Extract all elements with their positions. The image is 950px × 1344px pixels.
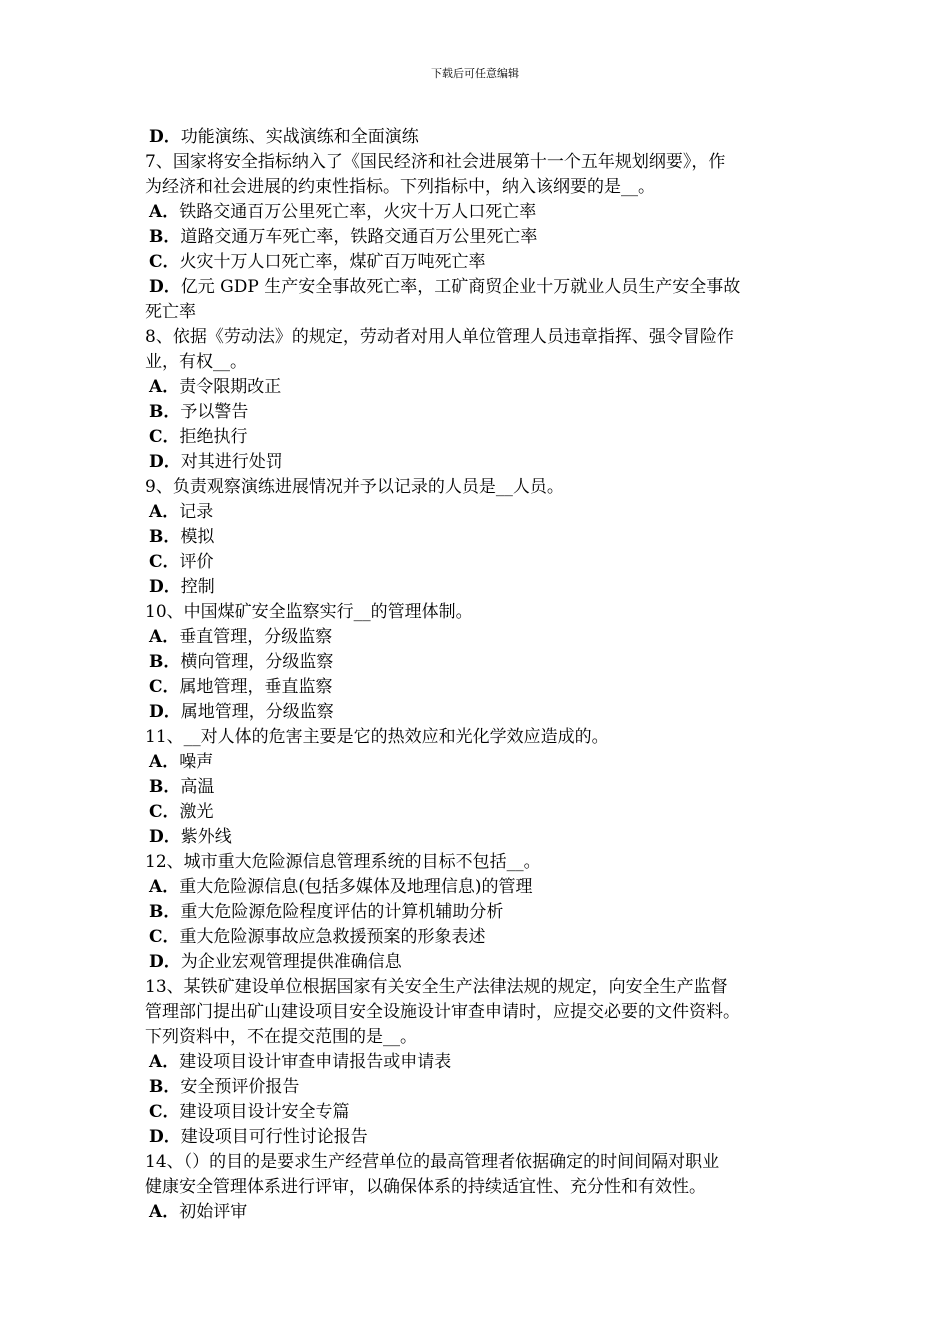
option-text: 建设项目设计安全专篇 xyxy=(179,1102,350,1122)
option-letter: A． xyxy=(149,377,180,397)
option-text: 垂直管理，分级监察 xyxy=(179,627,333,647)
answer-option xyxy=(145,525,825,550)
answer-option xyxy=(145,625,825,650)
question-text: 12、城市重大危险源信息管理系统的目标不包括__。 xyxy=(145,852,541,872)
question-text: 死亡率 xyxy=(145,302,196,322)
option-text: 属地管理，分级监察 xyxy=(180,702,334,722)
answer-option xyxy=(145,1100,825,1125)
option-text: 重大危险源危险程度评估的计算机辅助分析 xyxy=(180,902,504,922)
option-letter: A． xyxy=(149,1202,180,1222)
option-text: 对其进行处罚 xyxy=(180,452,283,472)
option-letter: C． xyxy=(149,677,180,697)
option-letter: B． xyxy=(149,777,181,797)
answer-option xyxy=(145,1200,825,1225)
option-letter: B． xyxy=(149,902,181,922)
option-letter: C． xyxy=(149,552,180,572)
option-letter: A． xyxy=(149,627,180,647)
option-letter: B． xyxy=(149,402,181,422)
answer-option xyxy=(145,700,825,725)
question-text: 11、__对人体的危害主要是它的热效应和光化学效应造成的。 xyxy=(145,727,609,747)
answer-option xyxy=(145,125,825,150)
option-letter: A． xyxy=(149,202,180,222)
answer-option xyxy=(145,250,825,275)
option-text: 属地管理，垂直监察 xyxy=(179,677,333,697)
question-text: 14、（）的目的是要求生产经营单位的最高管理者依据确定的时间间隔对职业 xyxy=(145,1152,720,1172)
option-letter: B． xyxy=(149,652,181,672)
option-text: 记录 xyxy=(179,502,214,522)
option-text: 铁路交通百万公里死亡率，火灾十万人口死亡率 xyxy=(179,202,537,222)
option-letter: D． xyxy=(149,702,181,722)
question-text: 7、国家将安全指标纳入了《国民经济和社会进展第十一个五年规划纲要》，作 xyxy=(145,152,726,172)
option-letter: C． xyxy=(149,802,180,822)
answer-option xyxy=(145,825,825,850)
option-letter: C． xyxy=(149,1102,180,1122)
option-text: 建设项目可行性讨论报告 xyxy=(180,1127,368,1147)
option-text: 横向管理，分级监察 xyxy=(180,652,334,672)
question-text: 13、某铁矿建设单位根据国家有关安全生产法律法规的规定，向安全生产监督 xyxy=(145,977,728,997)
answer-option xyxy=(145,900,825,925)
page-header: 下载后可任意编辑 xyxy=(431,67,519,80)
answer-option xyxy=(145,450,825,475)
option-letter: D． xyxy=(149,127,181,147)
option-letter: D． xyxy=(149,1127,181,1147)
option-text: 予以警告 xyxy=(180,402,249,422)
option-text: 功能演练、实战演练和全面演练 xyxy=(180,127,419,147)
option-text: 亿元 GDP 生产安全事故死亡率，工矿商贸企业十万就业人员生产安全事故 xyxy=(180,277,741,297)
question-text: 业，有权__。 xyxy=(145,352,247,372)
option-text: 评价 xyxy=(179,552,214,572)
question-text: 8、依据《劳动法》的规定，劳动者对用人单位管理人员违章指挥、强令冒险作 xyxy=(145,327,734,347)
option-text: 拒绝执行 xyxy=(179,427,248,447)
answer-option xyxy=(145,375,825,400)
answer-option xyxy=(145,650,825,675)
option-text: 模拟 xyxy=(180,527,215,547)
option-letter: A． xyxy=(149,752,180,772)
option-text: 为企业宏观管理提供准确信息 xyxy=(180,952,402,972)
option-text: 噪声 xyxy=(179,752,214,772)
option-text: 火灾十万人口死亡率，煤矿百万吨死亡率 xyxy=(179,252,486,272)
answer-option xyxy=(145,225,825,250)
option-letter: A． xyxy=(149,502,180,522)
option-text: 高温 xyxy=(180,777,215,797)
option-text: 重大危险源事故应急救援预案的形象表述 xyxy=(179,927,486,947)
option-text: 道路交通万车死亡率，铁路交通百万公里死亡率 xyxy=(180,227,538,247)
answer-option xyxy=(145,1075,825,1100)
option-text: 建设项目设计审查申请报告或申请表 xyxy=(179,1052,452,1072)
option-letter: C． xyxy=(149,427,180,447)
option-text: 初始评审 xyxy=(179,1202,248,1222)
question-text: 为经济和社会进展的约束性指标。下列指标中，纳入该纲要的是__。 xyxy=(145,177,655,197)
option-letter: D． xyxy=(149,277,181,297)
question-text: 10、中国煤矿安全监察实行__的管理体制。 xyxy=(145,602,473,622)
answer-option xyxy=(145,775,825,800)
option-text: 安全预评价报告 xyxy=(180,1077,300,1097)
answer-option xyxy=(145,925,825,950)
question-text: 管理部门提出矿山建设项目安全设施设计审查申请时，应提交必要的文件资料。 xyxy=(145,1002,740,1022)
answer-option xyxy=(145,400,825,425)
option-letter: A． xyxy=(149,877,180,897)
option-text: 紫外线 xyxy=(180,827,232,847)
answer-option xyxy=(145,275,825,300)
answer-option xyxy=(145,200,825,225)
answer-option xyxy=(145,575,825,600)
option-letter: D． xyxy=(149,452,181,472)
option-letter: B． xyxy=(149,527,181,547)
answer-option xyxy=(145,550,825,575)
option-letter: D． xyxy=(149,952,181,972)
question-text: 健康安全管理体系进行评审，以确保体系的持续适宜性、充分性和有效性。 xyxy=(145,1177,706,1197)
answer-option xyxy=(145,1125,825,1150)
option-letter: C． xyxy=(149,927,180,947)
answer-option xyxy=(145,500,825,525)
option-text: 控制 xyxy=(180,577,215,597)
document-body xyxy=(145,125,825,1225)
answer-option xyxy=(145,425,825,450)
answer-option xyxy=(145,675,825,700)
option-letter: D． xyxy=(149,827,181,847)
option-letter: A． xyxy=(149,1052,180,1072)
option-letter: B． xyxy=(149,1077,181,1097)
question-text: 下列资料中，不在提交范围的是__。 xyxy=(145,1027,417,1047)
question-text: 9、负责观察演练进展情况并予以记录的人员是__人员。 xyxy=(145,477,564,497)
answer-option xyxy=(145,875,825,900)
answer-option xyxy=(145,1050,825,1075)
answer-option xyxy=(145,950,825,975)
answer-option xyxy=(145,750,825,775)
option-letter: D． xyxy=(149,577,181,597)
option-text: 激光 xyxy=(179,802,214,822)
answer-option xyxy=(145,800,825,825)
option-text: 责令限期改正 xyxy=(179,377,282,397)
option-letter: C． xyxy=(149,252,180,272)
option-text: 重大危险源信息(包括多媒体及地理信息)的管理 xyxy=(179,877,533,897)
option-letter: B． xyxy=(149,227,181,247)
